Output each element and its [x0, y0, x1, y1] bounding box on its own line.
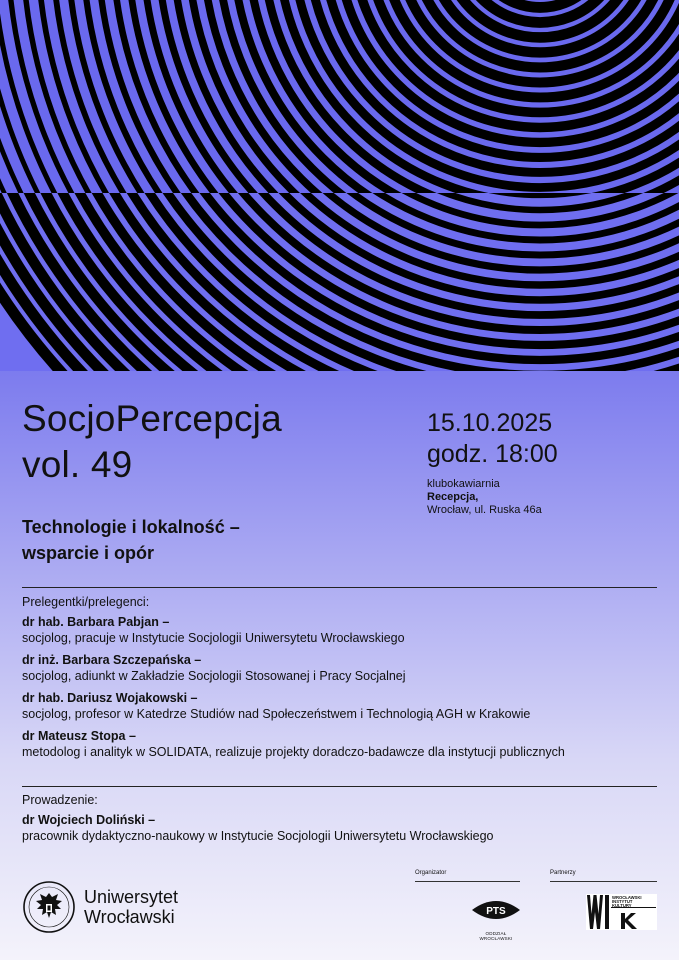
- venue-type: klubokawiarnia: [427, 478, 500, 490]
- uwr-name-line1: Uniwersytet: [84, 887, 179, 907]
- event-subtitle-line1: Technologie i lokalność –: [22, 517, 240, 537]
- divider-host: [22, 786, 657, 787]
- wave-stripes-graphic: [0, 0, 679, 371]
- host-desc: pracownik dydaktyczno-naukowy w Instytucie Socjologii Uniwersytetu Wrocławskiego: [22, 829, 494, 843]
- uwr-logo: [22, 880, 178, 934]
- speaker-desc: socjolog, adiunkt w Zakładzie Socjologii Stosowanej i Pracy Socjalnej: [22, 669, 406, 683]
- speaker-name: dr Mateusz Stopa –: [22, 729, 136, 743]
- event-datetime: [427, 408, 558, 470]
- uwr-name-line2: Wrocławski: [84, 907, 175, 927]
- speaker-item: [22, 691, 530, 723]
- event-subtitle: [22, 514, 240, 566]
- wik-text-line3: KULTURY: [612, 903, 632, 908]
- wik-logo-mark: [586, 894, 657, 930]
- venue-name: Recepcja,: [427, 491, 479, 503]
- speaker-desc: metodolog i analityk w SOLIDATA, realizuje projekty doradczo-badawcze dla instytucji publicznych: [22, 745, 565, 759]
- speaker-item: [22, 653, 406, 685]
- speaker-item: [22, 615, 405, 647]
- wik-text-line1: WROCŁAWSKI: [612, 895, 642, 900]
- event-subtitle-line2: wsparcie i opór: [22, 543, 155, 563]
- partners-rule: [550, 881, 657, 882]
- speaker-desc: socjolog, profesor w Katedrze Studiów nad Społeczeństwem i Technologią AGH w Krakowie: [22, 707, 531, 721]
- event-date: 15.10.2025: [427, 409, 553, 437]
- event-title-line1: SocjoPercepcja: [22, 398, 282, 439]
- uwr-eagle-emblem-icon: [22, 880, 76, 934]
- pts-logo-text: PTS: [486, 906, 506, 917]
- speaker-desc: socjolog, pracuje w Instytucie Socjologii Uniwersytetu Wrocławskiego: [22, 631, 405, 645]
- wik-text-line2: INSTYTUT: [612, 899, 633, 904]
- event-title-line2: vol. 49: [22, 444, 133, 485]
- speakers-label: Prelegentki/prelegenci:: [22, 595, 150, 609]
- partners-label: Partnerzy: [550, 870, 576, 876]
- speaker-name: dr hab. Barbara Pabjan –: [22, 615, 170, 629]
- wik-logo: [586, 894, 657, 935]
- pts-subtitle: ODDZIAŁ WROCŁAWSKI: [479, 931, 513, 941]
- host-label: Prowadzenie:: [22, 793, 98, 807]
- speaker-name: dr hab. Dariusz Wojakowski –: [22, 691, 198, 705]
- event-title: [22, 396, 282, 488]
- speaker-item: [22, 729, 565, 761]
- host-name: dr Wojciech Doliński –: [22, 813, 156, 827]
- organizer-label: Organizator: [415, 870, 447, 876]
- pts-eye-icon: [470, 896, 522, 924]
- event-time: godz. 18:00: [427, 440, 558, 468]
- speaker-name: dr inż. Barbara Szczepańska –: [22, 653, 202, 667]
- event-venue: [427, 478, 542, 517]
- pts-logo: [470, 896, 522, 941]
- host-item: [22, 813, 494, 845]
- organizer-rule: [415, 881, 520, 882]
- divider-speakers: [22, 587, 657, 588]
- venue-address: Wrocław, ul. Ruska 46a: [427, 504, 542, 516]
